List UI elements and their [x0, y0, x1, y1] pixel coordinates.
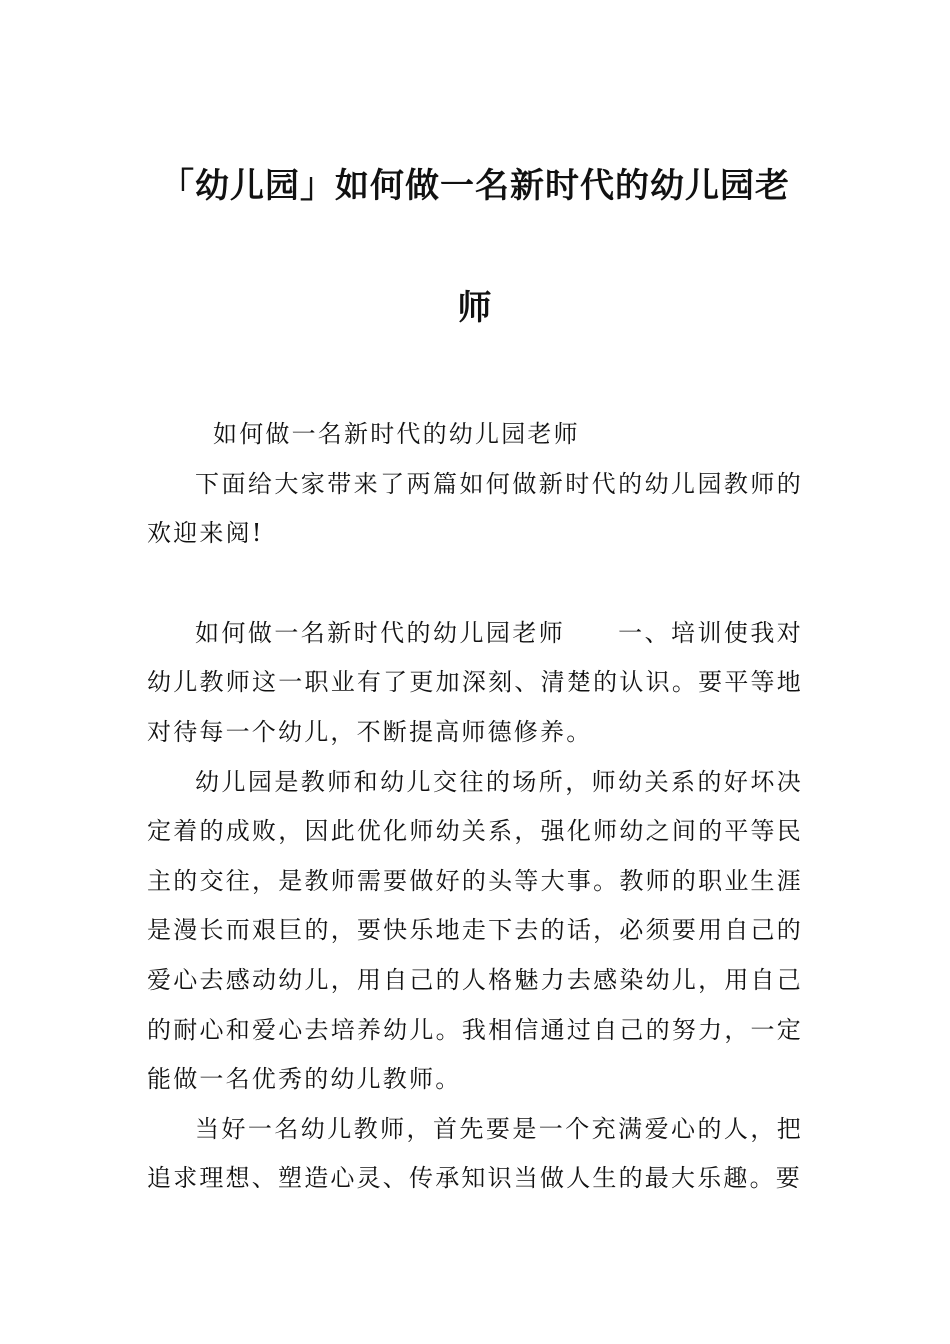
document-title-line-2: 师: [457, 288, 493, 328]
paragraph-2: 幼儿园是教师和幼儿交往的场所，师幼关系的好坏决定着的成败，因此优化师幼关系，强化师幼之间的平等民主的交往，是教师需要做好的头等大事。教师的职业生涯是漫长而艰巨的，要快乐地走下去的话，必须要用自己的爱心去感动幼儿，用自己的人格魅力去感染幼儿，用自己的耐心和爱心去培养幼儿。我相信通过自己的努力，一定能做一名优秀的幼儿教师。: [147, 767, 803, 1094]
paragraph-intro: 下面给大家带来了两篇如何做新时代的幼儿园教师的欢迎来阅!: [147, 469, 803, 548]
document-subheading: 如何做一名新时代的幼儿园老师: [213, 420, 580, 448]
paragraph-3: 当好一名幼儿教师，首先要是一个充满爱心的人，把追求理想、塑造心灵、传承知识当做人生的最大乐趣。要: [147, 1114, 803, 1193]
document-title-line-1: 「幼儿园」如何做一名新时代的幼儿园老: [160, 166, 790, 206]
document-body: [147, 410, 803, 1204]
paragraph-1: 如何做一名新时代的幼儿园老师 一、培训使我对幼儿教师这一职业有了更加深刻、清楚的认识。要平等地对待每一个幼儿，不断提高师德修养。: [147, 618, 803, 746]
